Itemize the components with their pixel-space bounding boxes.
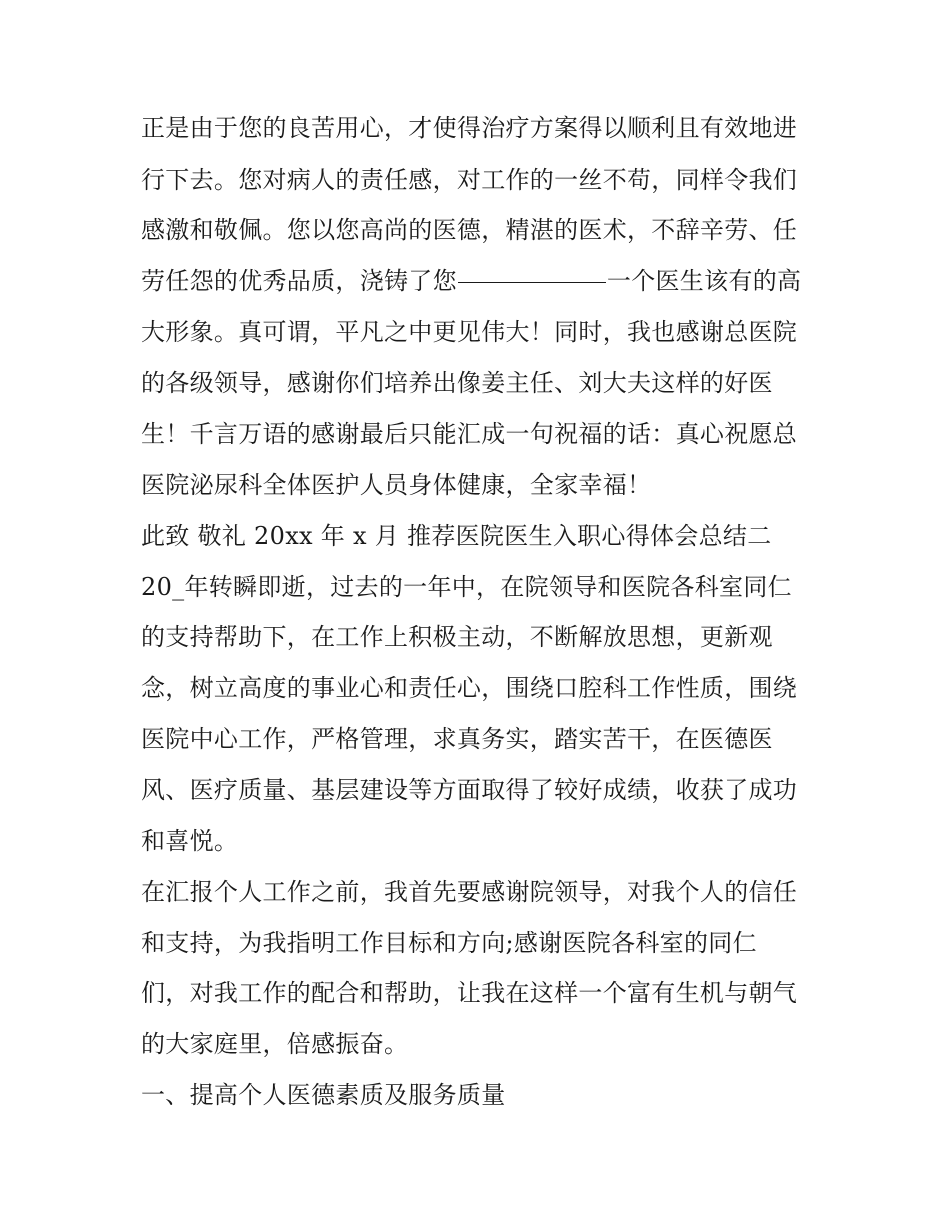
text-line: 和喜悦。 — [141, 827, 239, 855]
section-heading: 一、提高个人医德素质及服务质量 — [141, 1081, 506, 1109]
text-line: 医院中心工作，严格管理，求真务实，踏实苦干，在医德医 — [141, 725, 773, 753]
text-line: 念，树立高度的事业心和责任心，围绕口腔科工作性质，围绕 — [141, 674, 798, 702]
text-line: 大形象。真可谓，平凡之中更见伟大！同时，我也感谢总医院 — [141, 318, 798, 346]
em-dash-rule — [458, 282, 606, 283]
text-line: 的大家庭里，倍感振奋。 — [141, 1030, 409, 1058]
text-line: 正是由于您的良苦用心，才使得治疗方案得以顺利且有效地进 — [141, 114, 798, 142]
text-segment: 劳任怨的优秀品质，浇铸了您 — [141, 267, 457, 295]
text-line: 在汇报个人工作之前，我首先要感谢院领导，对我个人的信任 — [141, 878, 798, 906]
text-segment: 一个医生该有的高 — [606, 267, 802, 295]
text-line — [141, 266, 821, 296]
text-line: 行下去。您对病人的责任感，对工作的一丝不苟，同样令我们 — [141, 166, 798, 194]
text-line: 风、医疗质量、基层建设等方面取得了较好成绩，收获了成功 — [141, 776, 798, 804]
text-line: 们，对我工作的配合和帮助，让我在这样一个富有生机与朝气 — [141, 979, 798, 1007]
text-line: 和支持，为我指明工作目标和方向;感谢医院各科室的同仁 — [141, 929, 757, 957]
text-line: 感激和敬佩。您以您高尚的医德，精湛的医术，不辞辛劳、任 — [141, 216, 798, 244]
text-line: 的支持帮助下，在工作上积极主动，不断解放思想，更新观 — [141, 623, 773, 651]
text-line: 生！千言万语的感谢最后只能汇成一句祝福的话：真心祝愿总 — [141, 420, 798, 448]
text-line: 的各级领导，感谢你们培养出像姜主任、刘大夫这样的好医 — [141, 369, 773, 397]
text-line: 此致 敬礼 20xx 年 x 月 推荐医院医生入职心得体会总结二 — [141, 522, 772, 550]
text-line: 医院泌尿科全体医护人员身体健康，全家幸福！ — [141, 471, 652, 499]
text-line: 20_年转瞬即逝，过去的一年中，在院领导和医院各科室同仁 — [141, 573, 792, 601]
